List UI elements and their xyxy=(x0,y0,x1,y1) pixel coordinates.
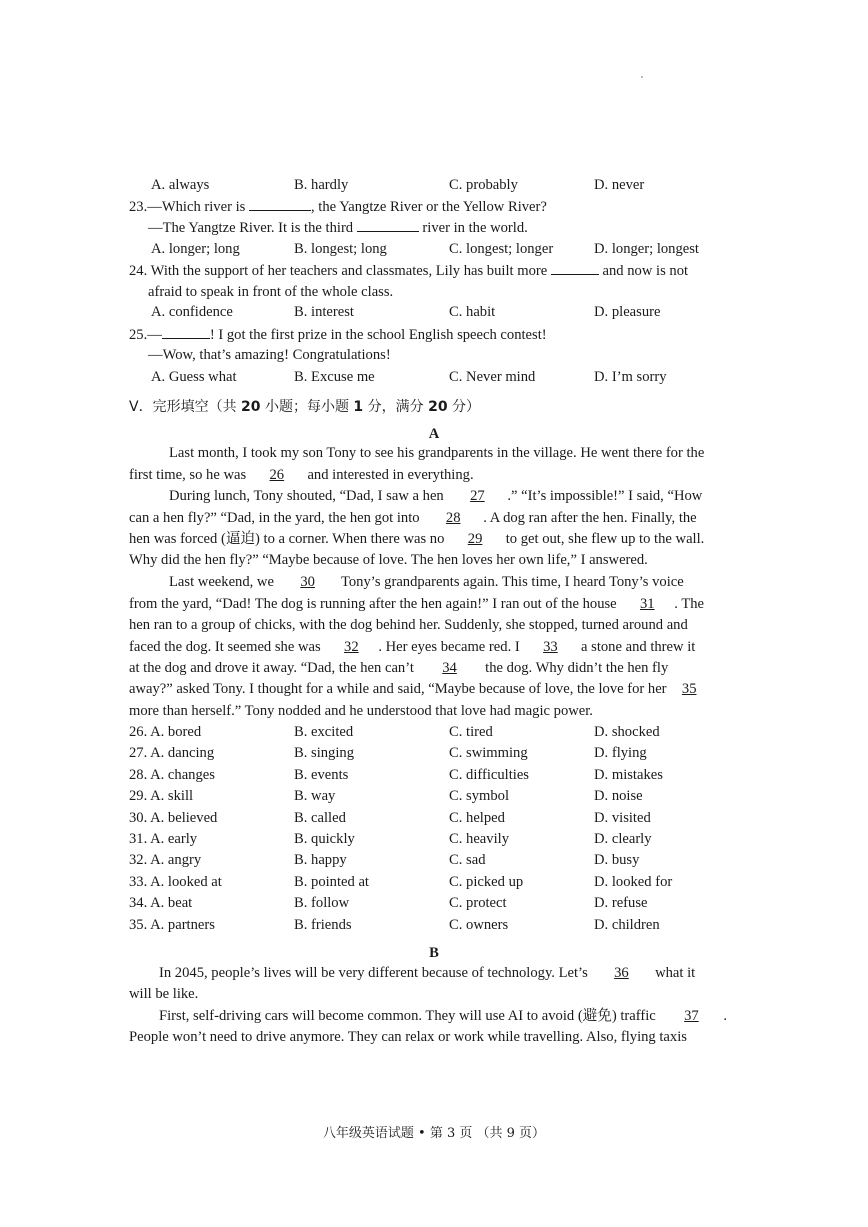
section-heading-count: 20 xyxy=(241,399,261,415)
cloze-option-row xyxy=(0,893,868,913)
q24-option-c: C. habit xyxy=(449,304,496,320)
cloze-option-row xyxy=(0,850,868,870)
q25-text-a: 25.— xyxy=(129,327,162,343)
section-heading-part-1: V．完形填空（共 xyxy=(129,399,242,415)
cloze-option-c: C. tired xyxy=(449,724,493,740)
q22-option-c: C. probably xyxy=(449,177,518,193)
cloze-option-row xyxy=(0,786,868,806)
q23-text-c: —The Yangtze River. It is the third xyxy=(148,220,357,236)
cloze-option-a: 35. A. partners xyxy=(129,916,215,933)
q23-answer xyxy=(148,217,528,237)
q24-question-cont: afraid to speak in front of the whole class. xyxy=(148,284,394,300)
passage-a-label: A xyxy=(428,426,440,442)
q25-option-d: D. I’m sorry xyxy=(594,369,667,385)
q24-question xyxy=(129,260,688,280)
cloze-option-d: D. busy xyxy=(594,852,640,869)
passage-b-line-1 xyxy=(159,963,695,983)
passage-a-text: hen was forced (逼迫) to a corner. When there was no xyxy=(129,531,449,547)
q23-options xyxy=(0,239,868,259)
section-heading-part-3: 分，满分 xyxy=(363,399,429,415)
cloze-option-c: C. sad xyxy=(449,852,486,869)
q22-option-b: B. hardly xyxy=(294,177,349,193)
passage-a-text: .” “It’s impossible!” I said, “How xyxy=(507,488,703,504)
passage-a-text: a stone and threw it xyxy=(577,639,696,655)
cloze-option-a: 31. A. early xyxy=(129,831,198,847)
blank-34: 34 xyxy=(442,660,457,676)
cloze-option-row xyxy=(0,765,868,785)
q24-options xyxy=(0,302,868,322)
q24-text-b: and now is not xyxy=(598,263,689,279)
cloze-option-row xyxy=(0,743,868,763)
q25-text-b: ! I got the first prize in the school English speech contest! xyxy=(209,327,547,343)
blank-31: 31 xyxy=(640,596,655,612)
cloze-option-c: C. difficulties xyxy=(449,766,529,783)
q25-reply: —Wow, that’s amazing! Congratulations! xyxy=(148,347,391,363)
passage-b-text: First, self-driving cars will become common. They will use AI to avoid (避免) traffic xyxy=(159,1008,660,1024)
section-heading-score-total: 20 xyxy=(428,399,448,415)
cloze-option-d: D. looked for xyxy=(594,873,673,890)
q25-options xyxy=(0,367,868,387)
q23-option-c: C. longest; longer xyxy=(449,241,554,257)
cloze-option-a: 27. A. dancing xyxy=(129,745,215,762)
q25-question xyxy=(129,324,547,344)
q24-option-b: B. interest xyxy=(294,304,354,320)
cloze-option-a: 32. A. angry xyxy=(129,852,202,869)
blank-30: 30 xyxy=(300,574,315,590)
passage-a-line-8 xyxy=(129,594,704,614)
q23-blank-2 xyxy=(357,217,419,232)
cloze-option-row xyxy=(0,808,868,828)
blank-36: 36 xyxy=(614,965,629,981)
blank-27: 27 xyxy=(470,488,485,504)
cloze-option-c: C. picked up xyxy=(449,873,524,890)
blank-32: 32 xyxy=(344,639,359,655)
q24-option-a: A. confidence xyxy=(151,304,233,320)
q23-option-b: B. longest; long xyxy=(294,241,387,257)
section-heading-score-each: 1 xyxy=(353,399,364,415)
passage-b-text: In 2045, people’s lives will be very different because of technology. Let’s xyxy=(159,965,592,981)
blank-26: 26 xyxy=(269,467,285,483)
cloze-option-d: D. mistakes xyxy=(594,766,663,783)
q23-option-d: D. longer; longest xyxy=(594,241,699,257)
q25-option-a: A. Guess what xyxy=(151,369,237,385)
cloze-option-c: C. heavily xyxy=(449,831,509,847)
cloze-option-row xyxy=(0,915,868,935)
cloze-option-d: D. children xyxy=(594,916,660,933)
passage-a-line-2 xyxy=(129,465,474,485)
q23-text-a: 23.—Which river is xyxy=(129,199,249,215)
passage-b-text: what it xyxy=(651,965,696,981)
passage-a-line-10 xyxy=(129,637,695,657)
q24-option-d: D. pleasure xyxy=(594,304,661,320)
passage-a-text: away?” asked Tony. I thought for a while and said, “Maybe because of love, the love for her xyxy=(129,681,671,697)
cloze-option-b: B. happy xyxy=(294,852,347,869)
cloze-option-b: B. way xyxy=(294,788,336,805)
section-heading xyxy=(129,397,480,417)
cloze-option-row xyxy=(0,722,868,742)
q23-text-b: , the Yangtze River or the Yellow River? xyxy=(310,199,547,215)
cloze-option-c: C. swimming xyxy=(449,745,528,762)
blank-29: 29 xyxy=(467,531,483,547)
cloze-option-c: C. protect xyxy=(449,895,507,912)
passage-a-line-1: Last month, I took my son Tony to see his grandparents in the village. He went there for the xyxy=(169,445,705,461)
q25-option-b: B. Excuse me xyxy=(294,369,375,385)
passage-a-line-7 xyxy=(169,572,684,592)
cloze-option-c: C. symbol xyxy=(449,788,510,805)
passage-a-text: can a hen fly?” “Dad, in the yard, the hen got into xyxy=(129,510,424,526)
cloze-option-b: B. quickly xyxy=(294,831,355,847)
q22-option-a: A. always xyxy=(151,177,210,193)
q23-blank-1 xyxy=(249,196,311,211)
cloze-option-c: C. owners xyxy=(449,916,509,933)
section-heading-part-4: 分） xyxy=(447,399,481,415)
section-heading-part-2: 小题；每小题 xyxy=(260,399,354,415)
passage-a-line-9: hen ran to a group of chicks, with the dog behind her. Suddenly, she stopped, turned around and xyxy=(129,617,688,633)
cloze-option-b: B. events xyxy=(294,766,349,783)
cloze-option-a: 34. A. beat xyxy=(129,895,193,912)
cloze-option-b: B. called xyxy=(294,809,346,826)
passage-a-text: from the yard, “Dad! The dog is running after the hen again!” I ran out of the house xyxy=(129,596,621,612)
cloze-option-b: B. pointed at xyxy=(294,873,369,890)
cloze-option-d: D. refuse xyxy=(594,895,648,912)
cloze-option-d: D. shocked xyxy=(594,724,660,740)
passage-a-text: and interested in everything. xyxy=(303,467,474,483)
cloze-option-d: D. noise xyxy=(594,788,643,805)
cloze-option-a: 30. A. believed xyxy=(129,809,218,826)
passage-a-text: faced the dog. It seemed she was xyxy=(129,639,325,655)
passage-a-text: Tony’s grandparents again. This time, I heard Tony’s voice xyxy=(337,574,684,590)
passage-b-line-2: will be like. xyxy=(129,986,199,1002)
cloze-option-a: 33. A. looked at xyxy=(129,873,222,890)
cloze-option-b: B. friends xyxy=(294,916,352,933)
passage-b-text: . xyxy=(723,1008,728,1024)
passage-a-text: . A dog ran after the hen. Finally, the xyxy=(483,510,697,526)
passage-a-text: to get out, she flew up to the wall. xyxy=(502,531,705,547)
q24-blank xyxy=(551,260,599,275)
passage-a-text: . The xyxy=(674,596,705,612)
passage-a-line-12 xyxy=(129,679,708,699)
cloze-option-d: D. flying xyxy=(594,745,647,762)
passage-a-line-6: Why did the hen fly?” “Maybe because of love. The hen loves her own life,” I answered. xyxy=(129,552,648,568)
passage-a-text: the dog. Why didn’t the hen fly xyxy=(481,660,669,676)
cloze-option-row xyxy=(0,872,868,892)
page-footer: 八年级英语试题 • 第 3 页 （共 9 页） xyxy=(322,1126,546,1141)
cloze-option-d: D. visited xyxy=(594,809,651,826)
passage-a-line-11 xyxy=(129,658,668,678)
cloze-option-b: B. excited xyxy=(294,724,354,740)
passage-b-label: B xyxy=(429,945,439,961)
q23-text-d: river in the world. xyxy=(418,220,528,236)
q22-options xyxy=(0,175,868,195)
passage-a-text: During lunch, Tony shouted, “Dad, I saw a hen xyxy=(169,488,448,504)
q25-blank xyxy=(162,324,210,339)
blank-35: 35 xyxy=(681,681,697,697)
passage-b-line-3 xyxy=(159,1006,727,1026)
cloze-option-d: D. clearly xyxy=(594,831,652,847)
cloze-option-a: 26. A. bored xyxy=(129,724,202,740)
passage-a-line-13: more than herself.” Tony nodded and he understood that love had magic power. xyxy=(129,703,593,719)
cloze-option-a: 28. A. changes xyxy=(129,766,215,783)
passage-a-line-5 xyxy=(129,529,704,549)
cloze-option-c: C. helped xyxy=(449,809,505,826)
passage-a-text: . Her eyes became red. I xyxy=(378,639,524,655)
q24-text-a: 24. With the support of her teachers and classmates, Lily has built more xyxy=(129,263,551,279)
q22-option-d: D. never xyxy=(594,177,645,193)
q23-question xyxy=(129,196,547,216)
q25-option-c: C. Never mind xyxy=(449,369,536,385)
passage-a-text: Last weekend, we xyxy=(169,574,278,590)
blank-28: 28 xyxy=(445,510,461,526)
cloze-option-b: B. follow xyxy=(294,895,350,912)
passage-b-line-4: People won’t need to drive anymore. They can relax or work while travelling. Also, flying taxis xyxy=(129,1029,687,1045)
cloze-option-a: 29. A. skill xyxy=(129,788,194,805)
passage-a-line-3 xyxy=(169,486,702,506)
blank-37: 37 xyxy=(684,1008,699,1024)
cloze-option-row xyxy=(0,829,868,849)
passage-a-line-4 xyxy=(129,508,697,528)
passage-a-text: at the dog and drove it away. “Dad, the hen can’t xyxy=(129,660,418,676)
cloze-option-b: B. singing xyxy=(294,745,355,762)
scan-speck xyxy=(641,76,643,78)
blank-33: 33 xyxy=(543,639,558,655)
passage-a-text: first time, so he was xyxy=(129,467,250,483)
q23-option-a: A. longer; long xyxy=(151,241,240,257)
